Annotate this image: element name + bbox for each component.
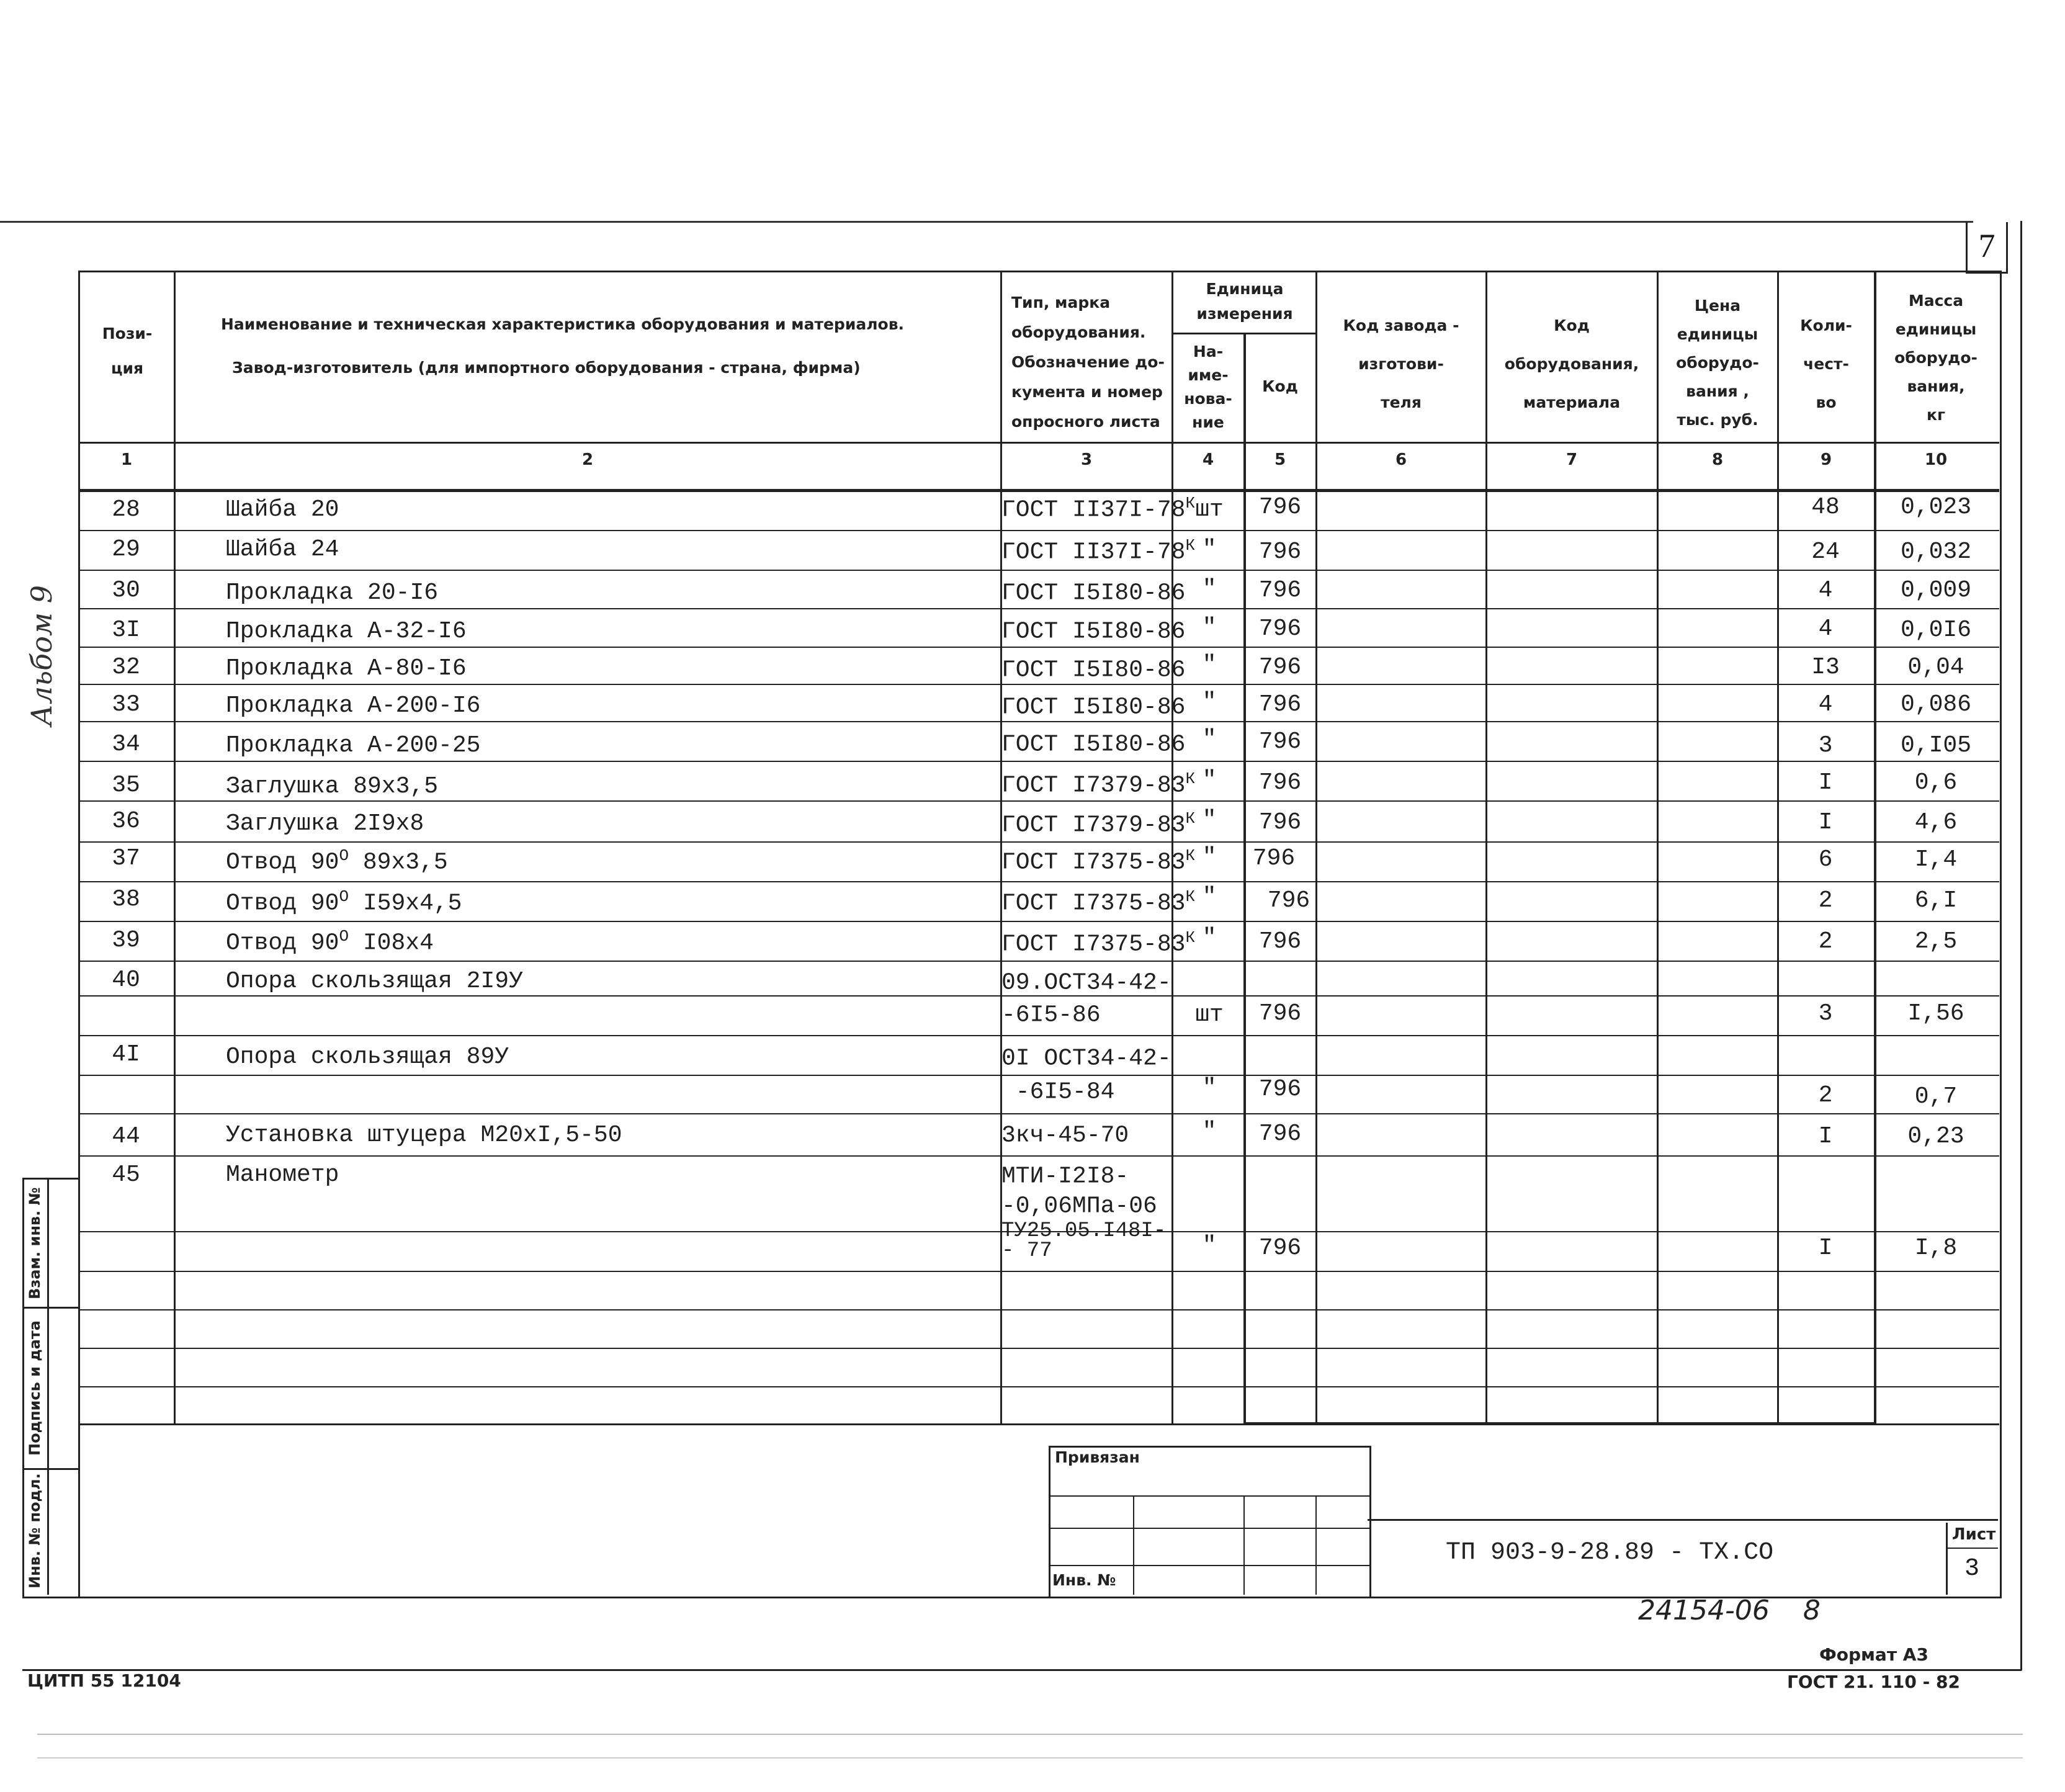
stamp-inv-no: Инв. № bbox=[1052, 1571, 1116, 1589]
row-unit: " bbox=[1202, 689, 1217, 715]
row-unit: " bbox=[1202, 1075, 1217, 1101]
row-quantity: I bbox=[1818, 769, 1833, 796]
row-position: 3I bbox=[112, 617, 140, 643]
colnum-5: 5 bbox=[1274, 450, 1286, 469]
stamp-col1 bbox=[1133, 1495, 1134, 1595]
bottom-border bbox=[22, 1669, 2022, 1671]
row-name: Заглушка 89х3,5 bbox=[226, 773, 439, 800]
corner-number-box bbox=[1966, 222, 2008, 274]
stamp-col3 bbox=[1315, 1495, 1317, 1595]
row-mass: 0,23 bbox=[1907, 1123, 1964, 1150]
row-line bbox=[78, 800, 1999, 802]
row-line bbox=[78, 761, 1999, 762]
row-position: 32 bbox=[112, 654, 140, 681]
row-unit: " bbox=[1202, 726, 1217, 753]
row-type: ГОСТ I5I80-86 bbox=[1001, 656, 1186, 684]
row-line bbox=[78, 1386, 1999, 1387]
row-line bbox=[78, 1035, 1999, 1036]
doc-code: ТП 903-9-28.89 - ТХ.СО bbox=[1446, 1539, 1774, 1567]
row-name: Прокладка А-200-25 bbox=[226, 732, 481, 759]
row-line bbox=[78, 1348, 1999, 1349]
row-code: 796 bbox=[1258, 728, 1302, 755]
row-line bbox=[78, 921, 1999, 922]
header-quantity: Коли- чест- во bbox=[1800, 316, 1852, 411]
row-line bbox=[78, 961, 1999, 962]
row-mass: 0,6 bbox=[1914, 769, 1958, 796]
row-line bbox=[78, 1271, 1999, 1272]
row-mass: 0,086 bbox=[1900, 691, 1972, 718]
row-position: 45 bbox=[112, 1162, 140, 1188]
row-name: Установка штуцера М20хI,5-50 bbox=[226, 1122, 622, 1149]
row-position: 37 bbox=[112, 845, 140, 872]
header-position: Пози- ция bbox=[102, 325, 153, 377]
stamp-privyazan: Привязан bbox=[1055, 1448, 1140, 1466]
row-code: 796 bbox=[1258, 616, 1302, 642]
row-type: ТУ25.05.I48I- - 77 bbox=[1001, 1219, 1167, 1263]
header-divider bbox=[78, 442, 1999, 444]
row-code: 796 bbox=[1258, 809, 1302, 836]
row-line bbox=[78, 1309, 1999, 1310]
row-position: 28 bbox=[112, 496, 140, 523]
row-name: Манометр bbox=[226, 1162, 339, 1188]
row-unit: " bbox=[1202, 767, 1217, 794]
row-mass: 6,I bbox=[1914, 887, 1958, 914]
row-name: Отвод $90^О$ I59х4,5 bbox=[226, 887, 462, 917]
colnum-10: 10 bbox=[1924, 450, 1948, 469]
top-border bbox=[0, 221, 1973, 223]
colnum-6: 6 bbox=[1395, 450, 1407, 469]
corner-number: 7 bbox=[1978, 227, 1996, 264]
header-type: Тип, марка оборудования. Обозначение до- кумента и номер опросного листа bbox=[1011, 293, 1165, 431]
row-type: ГОСТ $I7379-83^К$ bbox=[1001, 809, 1196, 839]
stamp-row2 bbox=[1049, 1528, 1369, 1529]
row-quantity: I bbox=[1818, 1235, 1833, 1261]
row-code: 796 bbox=[1252, 845, 1296, 872]
row-line bbox=[78, 1113, 1999, 1114]
header-factory-code: Код завода - изготови- теля bbox=[1343, 316, 1459, 411]
row-mass: 0,I05 bbox=[1900, 732, 1972, 759]
header-unit-code: Код bbox=[1262, 377, 1298, 395]
colnum-7: 7 bbox=[1566, 450, 1578, 469]
row-type: ГОСТ I5I80-86 bbox=[1001, 694, 1186, 721]
left-strip-div1 bbox=[22, 1307, 78, 1309]
row-mass: 0,009 bbox=[1900, 577, 1972, 604]
row-quantity: 3 bbox=[1818, 732, 1833, 759]
row-mass: 0,04 bbox=[1907, 654, 1964, 681]
row-mass: 2,5 bbox=[1914, 928, 1958, 955]
row-code: 796 bbox=[1258, 577, 1302, 604]
archive-number bbox=[1638, 1595, 1821, 1626]
row-name: Прокладка 20-I6 bbox=[226, 580, 439, 606]
scan-artifact-1 bbox=[37, 1734, 2023, 1735]
gost-label: ГОСТ 21. 110 - 82 bbox=[1787, 1672, 1960, 1692]
row-type: ГОСТ $I7375-83^К$ bbox=[1001, 928, 1196, 958]
row-unit: " bbox=[1202, 807, 1217, 833]
row-type: 3кч-45-70 bbox=[1001, 1122, 1129, 1149]
archive-number-main: 24154-06 bbox=[1638, 1595, 1770, 1626]
row-type: ГОСТ $II37I-78^К$ bbox=[1001, 536, 1196, 566]
row-unit: " bbox=[1202, 844, 1217, 871]
header-unit-group: Единица измерения bbox=[1196, 280, 1293, 323]
row-mass: 0,0I6 bbox=[1900, 617, 1972, 643]
scan-artifact-2 bbox=[37, 1757, 2023, 1758]
stamp-row3 bbox=[1049, 1565, 1369, 1566]
colnum-1: 1 bbox=[120, 450, 133, 469]
row-mass: 0,023 bbox=[1900, 494, 1972, 521]
row-line bbox=[78, 1155, 1999, 1157]
row-mass: I,56 bbox=[1907, 1000, 1964, 1027]
row-quantity: 4 bbox=[1818, 691, 1833, 718]
row-line bbox=[78, 841, 1999, 843]
row-name: Шайба 20 bbox=[226, 496, 339, 523]
row-name: Отвод $90^О$ I08х4 bbox=[226, 927, 434, 957]
format-label: Формат А3 bbox=[1819, 1644, 1928, 1665]
colnum-4: 4 bbox=[1202, 450, 1214, 469]
row-position: 4I bbox=[112, 1041, 140, 1068]
row-quantity: 4 bbox=[1818, 577, 1833, 604]
left-strip-inner bbox=[47, 1178, 49, 1595]
row-type: 09.ОСТ34-42- bbox=[1001, 969, 1171, 997]
row-position: 34 bbox=[112, 731, 140, 758]
row-type: -6I5-84 bbox=[1001, 1078, 1115, 1106]
doc-code-top bbox=[1368, 1519, 1998, 1521]
row-code: 796 bbox=[1258, 1000, 1302, 1027]
colnum-8: 8 bbox=[1711, 450, 1724, 469]
row-quantity: 48 bbox=[1811, 494, 1840, 521]
left-strip-div2 bbox=[22, 1468, 78, 1470]
row-code: 796 bbox=[1258, 928, 1302, 955]
row-code: 796 bbox=[1258, 691, 1302, 718]
row-position: 35 bbox=[112, 772, 140, 799]
stamp-col2 bbox=[1243, 1495, 1245, 1595]
row-type: МТИ-I2I8- bbox=[1001, 1163, 1129, 1190]
row-line bbox=[78, 647, 1999, 648]
row-position: 30 bbox=[112, 577, 140, 604]
row-code: 796 bbox=[1258, 1121, 1302, 1147]
row-quantity: 2 bbox=[1818, 887, 1833, 914]
row-unit: " bbox=[1202, 652, 1217, 678]
row-line bbox=[78, 608, 1999, 609]
colnum-divider bbox=[78, 489, 1999, 492]
header-mass: Масса единицы оборудо- вания, кг bbox=[1894, 292, 1978, 424]
col-line-5 bbox=[1315, 271, 1317, 1425]
row-position: 39 bbox=[112, 927, 140, 954]
body-bottom bbox=[78, 1423, 1999, 1425]
row-position: 44 bbox=[112, 1123, 140, 1150]
row-quantity: 2 bbox=[1818, 928, 1833, 955]
row-line bbox=[78, 684, 1999, 685]
row-unit: " bbox=[1202, 925, 1217, 951]
row-position: 40 bbox=[112, 967, 140, 993]
row-code: 796 bbox=[1258, 654, 1302, 681]
row-type: ГОСТ I5I80-86 bbox=[1001, 618, 1186, 645]
row-unit: шт bbox=[1195, 1001, 1224, 1028]
row-name: Отвод $90^О$ 89х3,5 bbox=[226, 846, 448, 876]
row-name: Заглушка 2I9х8 bbox=[226, 810, 424, 837]
row-line bbox=[78, 881, 1999, 882]
row-name: Шайба 24 bbox=[226, 536, 339, 563]
row-position: 38 bbox=[112, 886, 140, 913]
row-line bbox=[78, 570, 1999, 571]
row-mass: I,4 bbox=[1914, 846, 1958, 873]
header-name-line1: Наименование и техническая характеристика оборудования и материалов. bbox=[221, 315, 905, 333]
label-inv-podl: Инв. № подл. bbox=[26, 1473, 43, 1588]
row-type: ГОСТ I5I80-86 bbox=[1001, 580, 1186, 607]
sheet-box-divider bbox=[1946, 1548, 1998, 1549]
row-mass: 0,7 bbox=[1914, 1083, 1958, 1110]
row-code: 796 bbox=[1258, 769, 1302, 796]
row-quantity: 2 bbox=[1818, 1082, 1833, 1109]
row-type: ГОСТ $II37I-78^К$ bbox=[1001, 494, 1196, 524]
row-mass: 4,6 bbox=[1914, 809, 1958, 836]
header-name-line2: Завод-изготовитель (для импортного оборудования - страна, фирма) bbox=[232, 359, 861, 377]
row-position: 33 bbox=[112, 691, 140, 718]
row-name: Прокладка А-200-I6 bbox=[226, 692, 481, 719]
row-position: 29 bbox=[112, 536, 140, 563]
col-line-6 bbox=[1485, 271, 1487, 1425]
header-price: Цена единицы оборудо- вания , тыс. руб. bbox=[1676, 297, 1759, 429]
row-position: 36 bbox=[112, 808, 140, 835]
citp-label: ЦИТП 55 12104 bbox=[27, 1670, 181, 1691]
row-quantity: 24 bbox=[1811, 539, 1840, 565]
row-unit: " bbox=[1202, 1118, 1217, 1145]
row-mass: I,8 bbox=[1914, 1235, 1958, 1261]
right-border bbox=[2020, 221, 2022, 1670]
row-code: 796 bbox=[1258, 1235, 1302, 1261]
row-mass: 0,032 bbox=[1900, 539, 1972, 565]
row-unit: " bbox=[1202, 1232, 1217, 1259]
row-name: Опора скользящая 2I9У bbox=[226, 968, 523, 995]
row-line bbox=[78, 721, 1999, 722]
sheet-label: Лист bbox=[1952, 1525, 1996, 1544]
row-quantity: 6 bbox=[1818, 846, 1833, 873]
col-line-1 bbox=[174, 271, 176, 1425]
label-vzam-inv: Взам. инв. № bbox=[26, 1187, 43, 1299]
row-type: ГОСТ $I7375-83^К$ bbox=[1001, 887, 1196, 917]
colnum-3: 3 bbox=[1080, 450, 1093, 469]
archive-number-page: 8 bbox=[1803, 1595, 1821, 1626]
row-quantity: I bbox=[1818, 1123, 1833, 1150]
colnum-2: 2 bbox=[581, 450, 594, 469]
row-name: Прокладка А-80-I6 bbox=[226, 655, 467, 682]
col-line-7 bbox=[1657, 271, 1659, 1425]
row-type: -6I5-86 bbox=[1001, 1001, 1101, 1029]
row-type: ГОСТ $I7379-83^К$ bbox=[1001, 769, 1196, 799]
row-unit: " bbox=[1202, 614, 1217, 641]
row-type: -0,06МПа-06 bbox=[1001, 1193, 1157, 1220]
row-type: 0I ОСТ34-42- bbox=[1001, 1045, 1171, 1072]
row-unit: " bbox=[1202, 576, 1217, 603]
row-unit: " bbox=[1202, 536, 1217, 563]
row-code: 796 bbox=[1258, 1076, 1302, 1103]
colnum-9: 9 bbox=[1820, 450, 1832, 469]
row-code: 796 bbox=[1258, 539, 1302, 565]
sheet-number: 3 bbox=[1964, 1555, 1979, 1583]
row-code: 796 bbox=[1267, 887, 1310, 914]
row-quantity: I bbox=[1818, 809, 1833, 836]
row-quantity: I3 bbox=[1811, 654, 1840, 681]
row-quantity: 4 bbox=[1818, 616, 1833, 642]
row-name: Прокладка А-32-I6 bbox=[226, 618, 467, 645]
header-equipment-code: Код оборудования, материала bbox=[1504, 316, 1639, 411]
label-podpis-data: Подпись и дата bbox=[26, 1320, 43, 1456]
row-unit: " bbox=[1202, 884, 1217, 910]
row-name: Опора скользящая 89У bbox=[226, 1044, 509, 1070]
row-unit: шт bbox=[1195, 496, 1224, 523]
row-quantity: 3 bbox=[1818, 1000, 1833, 1027]
header-unit-name: На- име- нова- ние bbox=[1184, 343, 1232, 431]
row-code: 796 bbox=[1258, 494, 1302, 521]
row-type: ГОСТ $I7375-83^К$ bbox=[1001, 846, 1196, 876]
side-note: Альбом 9 bbox=[25, 585, 58, 726]
stamp-row1 bbox=[1049, 1495, 1369, 1497]
row-line bbox=[78, 530, 1999, 531]
row-type: ГОСТ I5I80-86 bbox=[1001, 731, 1186, 758]
